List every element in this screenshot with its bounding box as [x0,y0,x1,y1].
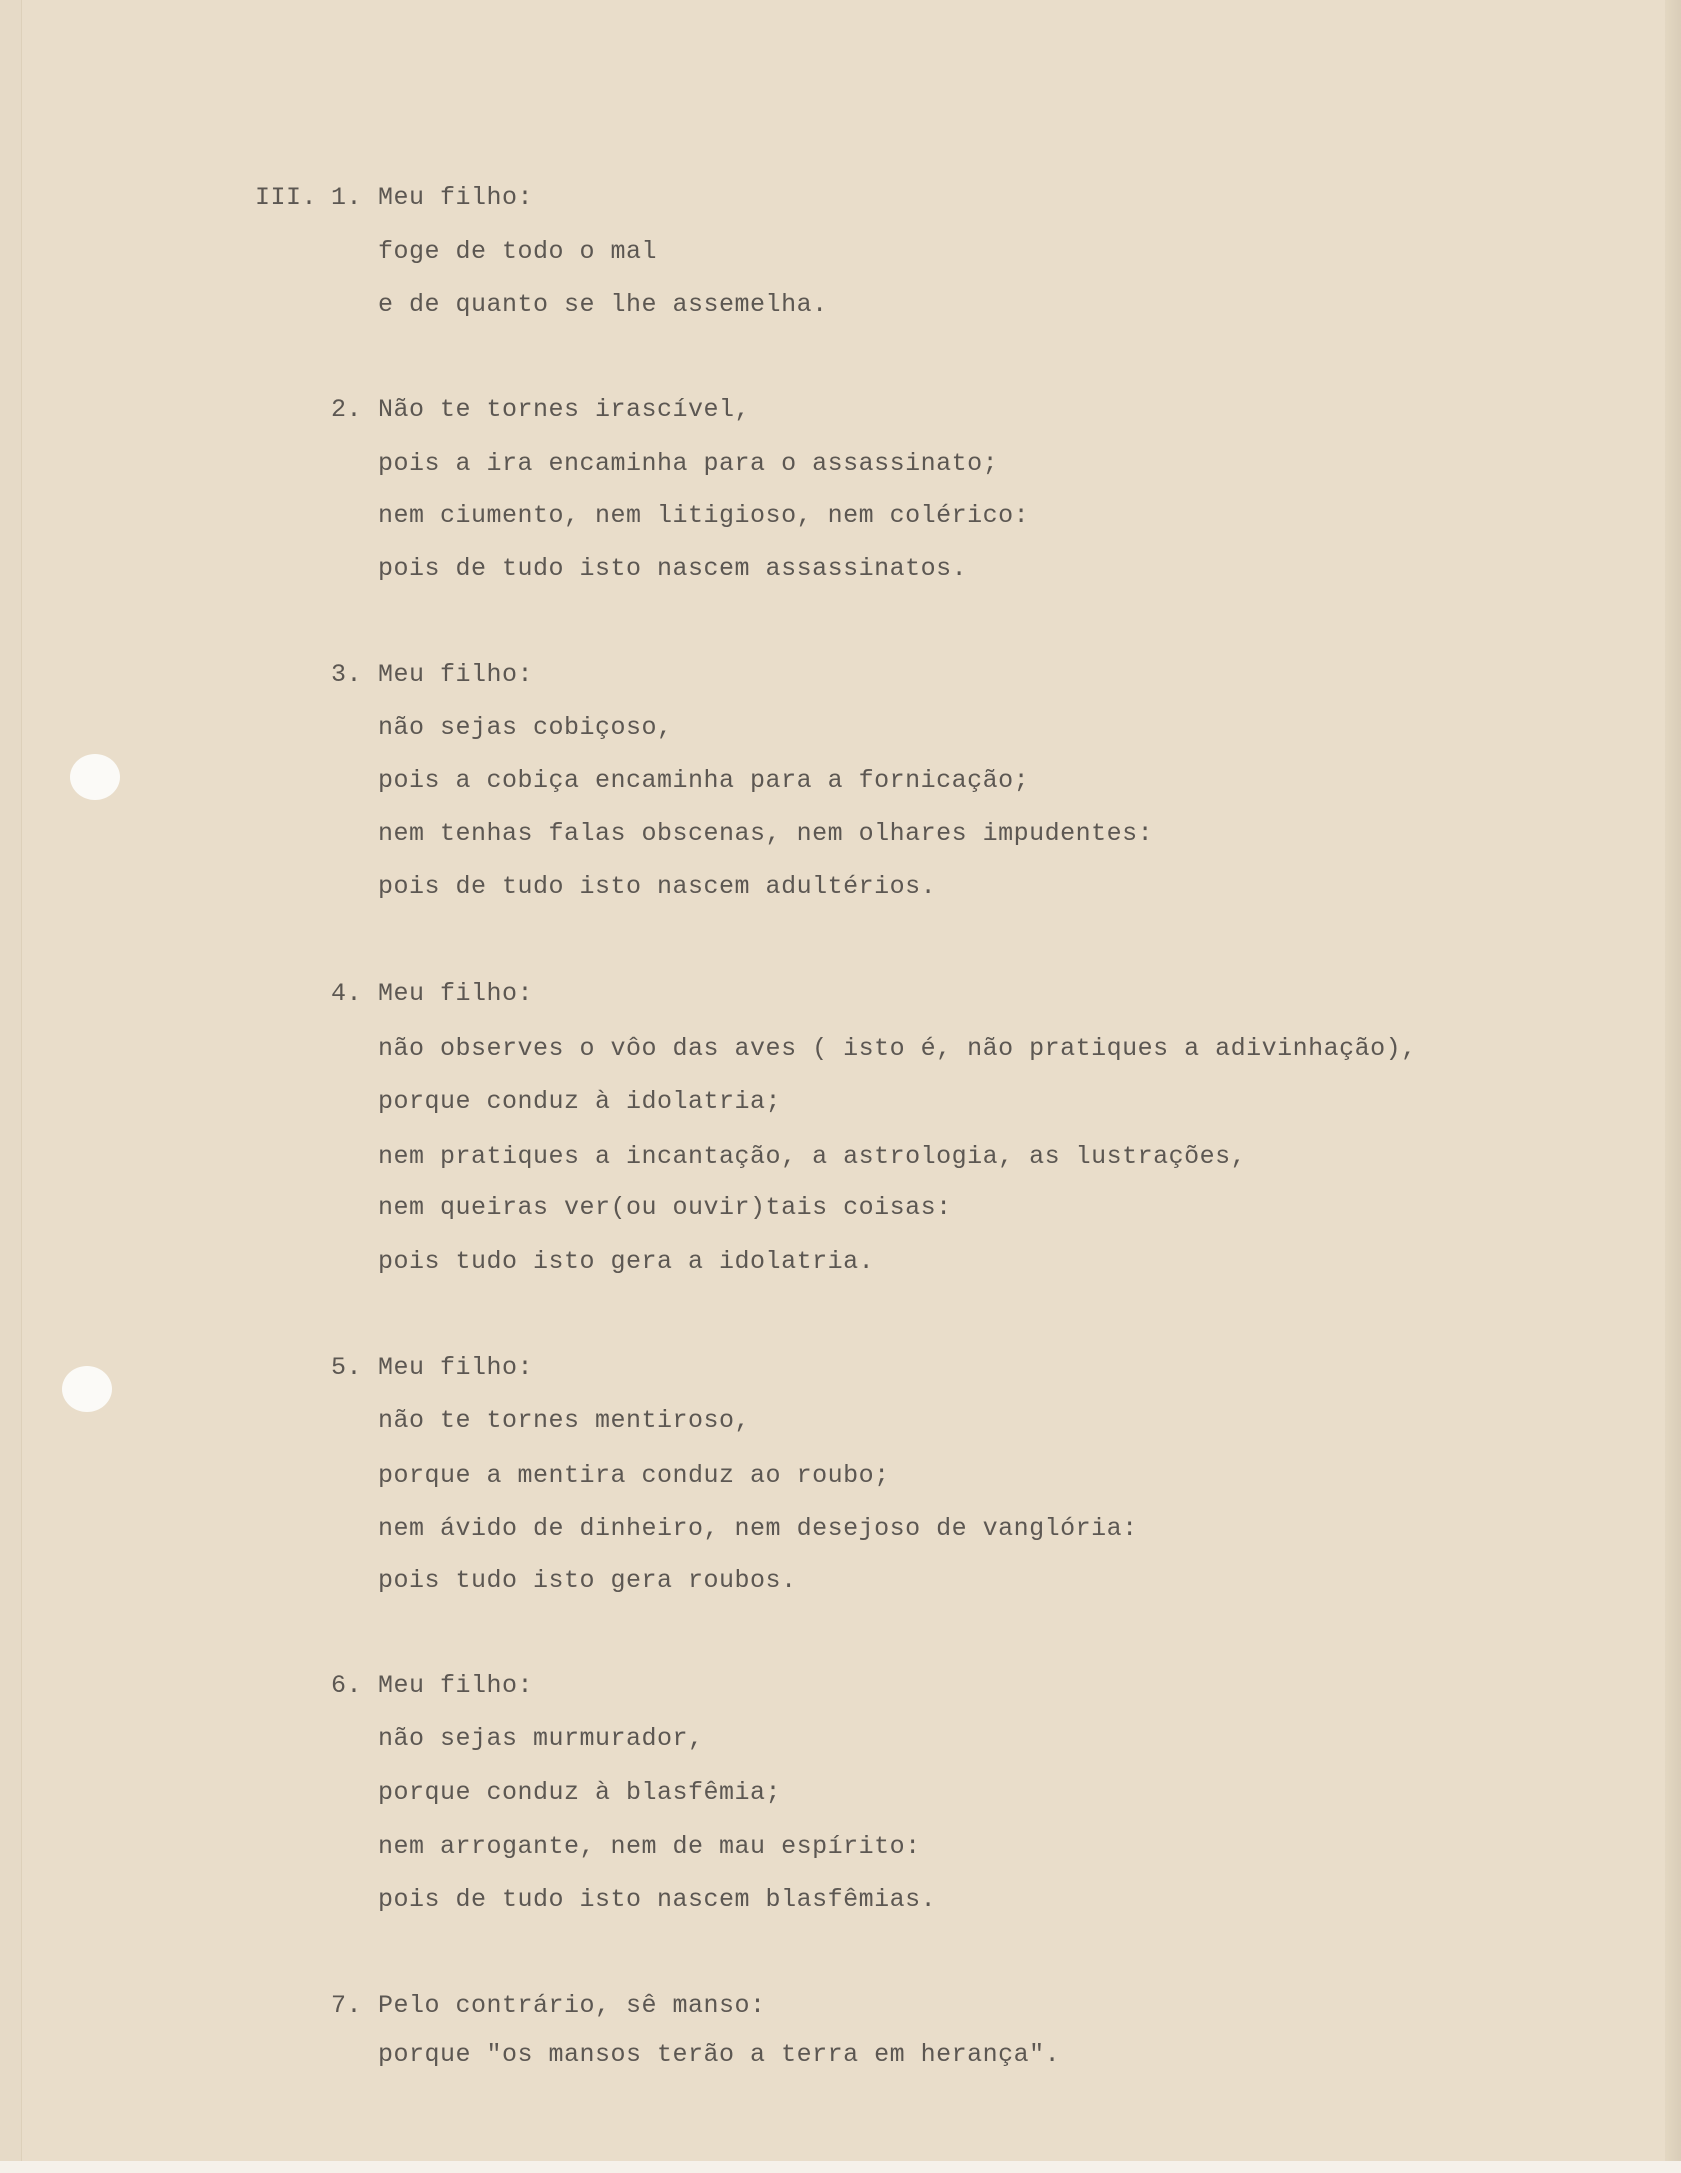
verse-line: nem arrogante, nem de mau espírito: [378,1832,921,1861]
verse-line: Pelo contrário, sê manso: [378,1991,766,2020]
verse-line: pois de tudo isto nascem blasfêmias. [378,1885,937,1914]
verse-number: 7. [331,1991,363,2020]
verse-line: Não te tornes irascível, [378,395,751,424]
verse-number: 1. [331,183,363,212]
verse-line: Meu filho: [378,660,534,689]
verse-line: Meu filho: [378,979,534,1008]
section-label: III. [255,183,318,212]
verse-line: porque conduz à idolatria; [378,1087,782,1116]
punch-hole [70,754,120,800]
verse-line: nem queiras ver(ou ouvir)tais coisas: [378,1193,952,1222]
verse-line: pois tudo isto gera a idolatria. [378,1247,875,1276]
verse-line: pois a cobiça encaminha para a fornicação; [378,766,1030,795]
verse-number: 4. [331,979,363,1008]
verse-line: não sejas murmurador, [378,1724,704,1753]
verse-line: foge de todo o mal [378,237,658,266]
verse-line: nem ávido de dinheiro, nem desejoso de vanglória: [378,1514,1138,1543]
verse-number: 3. [331,660,363,689]
verse-line: não observes o vôo das aves ( isto é, não pratiques a adivinhação), [378,1034,1417,1063]
verse-line: não sejas cobiçoso, [378,713,673,742]
verse-line: Meu filho: [378,1353,534,1382]
verse-line: Meu filho: [378,1671,534,1700]
verse-line: e de quanto se lhe assemelha. [378,290,828,319]
verse-line: nem pratiques a incantação, a astrologia, as lustrações, [378,1142,1247,1171]
verse-number: 5. [331,1353,363,1382]
verse-line: não te tornes mentiroso, [378,1406,751,1435]
punch-hole [62,1366,112,1412]
verse-line: porque conduz à blasfêmia; [378,1778,782,1807]
verse-line: Meu filho: [378,183,534,212]
verse-line: pois de tudo isto nascem assassinatos. [378,554,968,583]
verse-line: nem tenhas falas obscenas, nem olhares impudentes: [378,819,1154,848]
verse-number: 6. [331,1671,363,1700]
verse-line: pois de tudo isto nascem adultérios. [378,872,937,901]
verse-line: porque "os mansos terão a terra em herança". [378,2040,1061,2069]
paper-edge [1665,0,1681,2173]
verse-line: pois tudo isto gera roubos. [378,1566,797,1595]
verse-line: porque a mentira conduz ao roubo; [378,1461,890,1490]
scan-border [0,2161,1681,2173]
verse-number: 2. [331,395,363,424]
verse-line: nem ciumento, nem litigioso, nem colérico: [378,501,1030,530]
verse-line: pois a ira encaminha para o assassinato; [378,449,999,478]
